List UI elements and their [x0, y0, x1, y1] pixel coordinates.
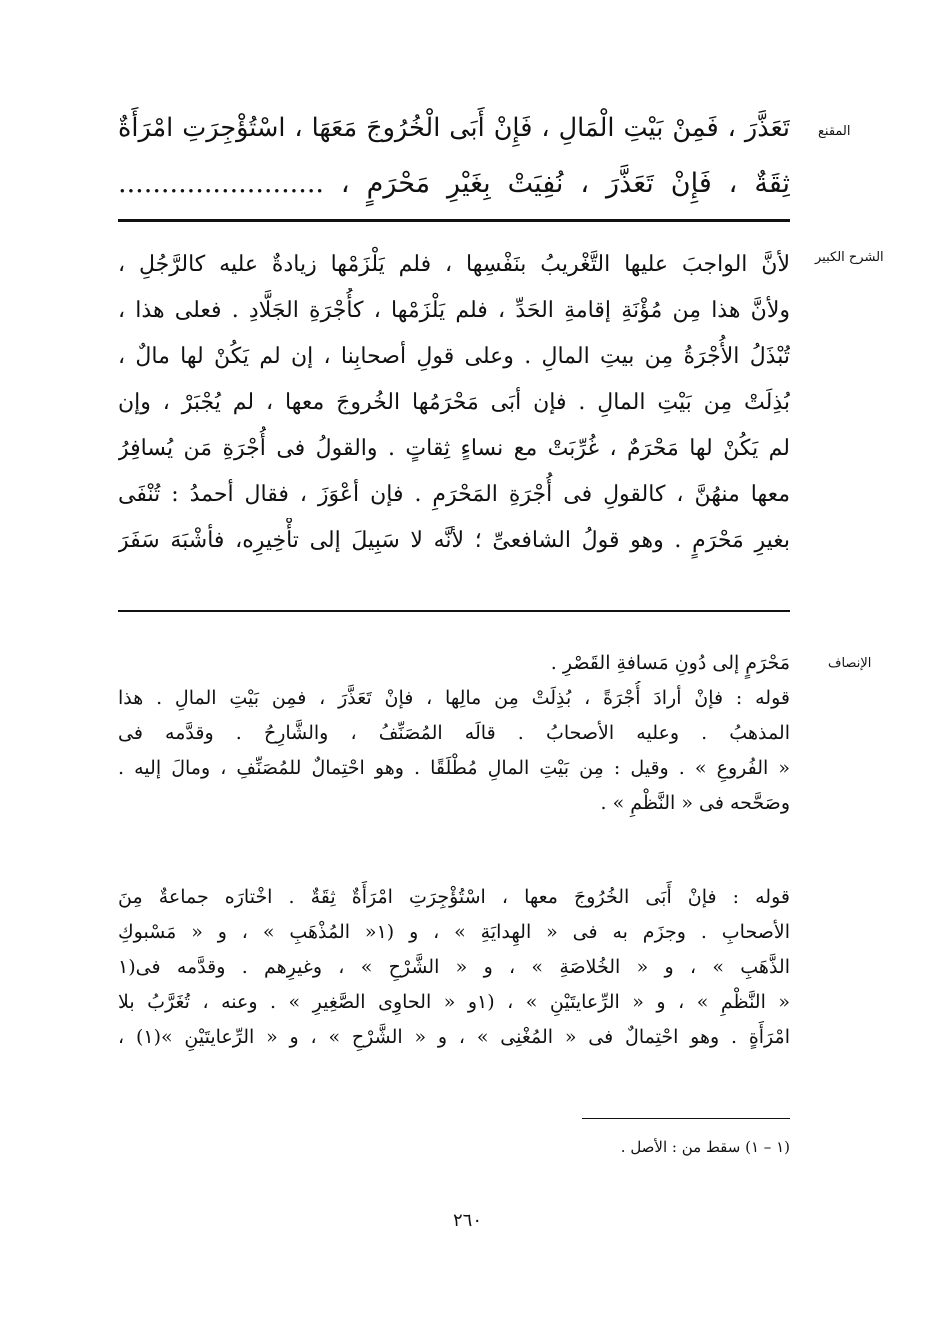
sharh-divider — [118, 610, 790, 612]
muqni-line: تَعَذَّرَ ، فَمِنْ بَيْتِ الْمَالِ ، فَإِنْ أَبَى الْخُرُوجَ مَعَهَا ، اسْتُؤْجِرَتِ امْرَأَةٌ — [118, 113, 790, 143]
sharh-line: بُذِلَتْ مِن بَيْتِ المالِ . فإن أبَى مَحْرَمُها الخُروجَ معها ، لم يُجْبَرْ ، وإن — [118, 390, 790, 415]
sharh-line: معها منهُنَّ ، كالقولِ فى أُجْرَةِ المَحْرَمِ . فإن أعْوَزَ ، فقال أحمدُ : تُنْفَى — [118, 482, 790, 507]
muqni-line: ثِقَةٌ ، فَإِنْ تَعَذَّرَ ، نُفِيَتْ بِغَيْرِ مَحْرَمٍ ، ........................ — [118, 168, 790, 199]
insaf-line: المذهبُ . وعليه الأصحابُ . قالَه المُصَنِّفُ ، والشَّارِحُ . وقدَّمه فى — [118, 722, 790, 744]
insaf-line: الأصحابِ . وجزَم به فى « الهِدايَةِ » ، و (١« المُذْهَبِ » ، و « مَسْبوكِ — [118, 921, 790, 943]
sharh-line: تُبْذَلُ الأُجْرَةُ مِن بيتِ المالِ . وعلى قولِ أصحابِنا ، إن لم يَكُنْ لها مالٌ ، — [118, 344, 790, 369]
insaf-text-paragraph-2 — [118, 880, 790, 1055]
insaf-line: « النَّظْمِ » ، و « الرِّعايتَيْنِ » ، (١و « الحاوِى الصَّغِيرِ » . وعنه ، تُغَرَّبُ بلا — [118, 991, 790, 1013]
insaf-text — [118, 646, 790, 821]
insaf-line: قوله : فإنْ أَبَى الخُرُوجَ معها ، اسْتُؤْجِرَتِ امْرَأَةٌ ثِقَةٌ . اخْتارَه جماعةٌ مِنَ — [118, 886, 790, 908]
sharh-line: بغيرِ مَحْرَمٍ . وهو قولُ الشافعىِّ ؛ لأنَّه لا سَبِيلَ إلى تأْخِيرِه، فأشْبَهَ سَفَرَ — [118, 528, 790, 553]
footnote: (١ – ١) سقط من : الأصل . — [620, 1138, 790, 1156]
insaf-line: قوله : فإنْ أرادَ أُجْرَةً ، بُذِلَتْ مِن مالِها ، فإنْ تَعَذَّرَ ، فمِن بَيْتِ المالِ . هذا — [118, 687, 790, 709]
insaf-line: وصَحَّحه فى « النَّظْمِ » . — [600, 792, 790, 814]
insaf-line: « الفُروعِ » . وقيل : مِن بَيْتِ المالِ مُطْلَقًا . وهو احْتِمالٌ للمُصَنِّفِ ، ومالَ إليه . — [118, 757, 790, 779]
label-insaf: الإنصاف — [828, 656, 872, 671]
page-number: ٢٦٠ — [452, 1210, 482, 1231]
sharh-line: ولأنَّ هذا مِن مُؤْنَةِ إقامةِ الحَدِّ ، فلم يَلْزَمْها ، كأُجْرَةِ الجَلَّادِ . فعلى هذا ، — [118, 298, 790, 323]
sharh-line: لم يَكُنْ لها مَحْرَمٌ ، غُرِّبَتْ مع نساءٍ ثِقاتٍ . والقولُ فى أُجْرَةِ مَن يُسافِرُ — [118, 436, 790, 461]
insaf-line: مَحْرَمٍ إلى دُونِ مَسافةِ القَصْرِ . — [550, 652, 790, 674]
muqni-text — [118, 100, 790, 212]
sharh-line: لأنَّ الواجبَ عليها التَّغْريبُ بنَفْسِها ، فلم يَلْزَمْها زيادةٌ عليه كالرَّجُلِ ، — [118, 252, 790, 277]
sharh-text — [118, 242, 790, 564]
muqni-divider — [118, 219, 790, 222]
insaf-line: امْرَأَةٍ . وهو احْتِمالٌ فى « المُغْنِى » ، و « الشَّرْحِ » ، و « الرِّعايتَيْنِ »(١) ، — [118, 1026, 790, 1048]
insaf-line: الذَّهَبِ » ، و « الخُلاصَةِ » ، و « الشَّرْحِ » ، وغيرِهم . وقدَّمه فى(١ — [118, 956, 790, 978]
footnote-divider — [582, 1118, 790, 1119]
label-muqni: المقنع — [818, 124, 851, 139]
label-sharh: الشرح الكبير — [815, 250, 884, 265]
